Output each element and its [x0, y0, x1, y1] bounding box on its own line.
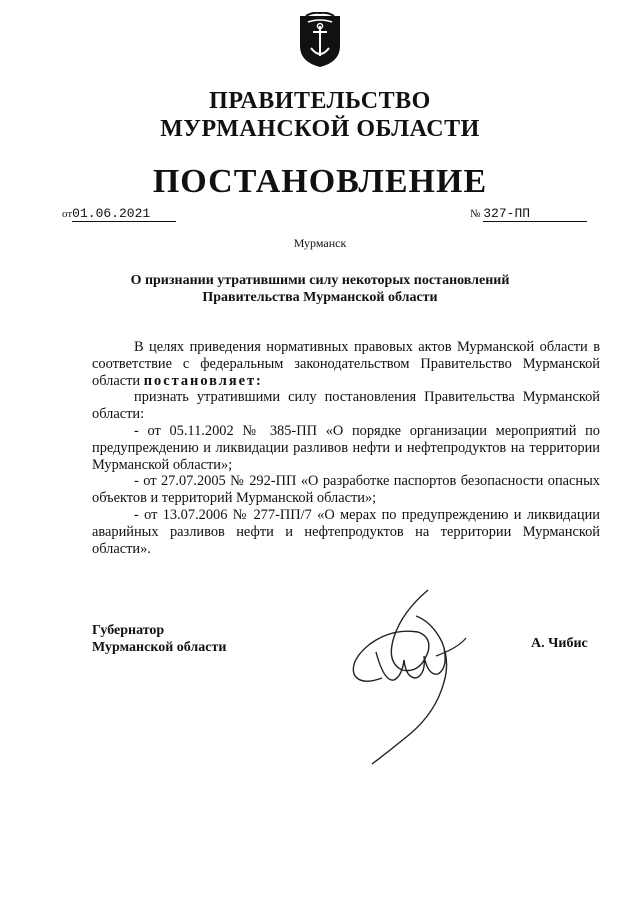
date-value: 01.06.2021: [72, 206, 176, 222]
date-field: [62, 206, 176, 222]
number-value: 327-ПП: [483, 206, 587, 222]
handwritten-signature: [332, 582, 482, 772]
signatory-title: [92, 622, 226, 656]
subject-line-2: Правительства Мурманской области: [202, 290, 438, 305]
clause-paragraph: признать утратившими силу постановления Правительства Мурманской области:: [92, 389, 600, 423]
list-item: - от 13.07.2006 № 277-ПП/7 «О мерах по предупреждению и ликвидации аварийных разливов нефти и нефтепродуктов на территории Мурманской области».: [92, 506, 600, 557]
signatory-title-line-2: Мурманской области: [92, 640, 227, 655]
date-prefix: от: [62, 208, 73, 220]
resolves-word: постановляет:: [143, 372, 263, 389]
city: Мурманск: [293, 236, 347, 250]
intro-text: В целях приведения нормативных правовых актов Мурманской области в соответствие с федеральным законодательством Правительство Мурманской области: [92, 339, 600, 389]
list-item: - от 27.07.2005 № 292-ПП «О разработке паспортов безопасности опасных объектов и территорий Мурманской области»;: [92, 473, 600, 507]
government-title: ПРАВИТЕЛЬСТВО: [209, 88, 431, 114]
intro-paragraph: [92, 339, 600, 389]
coat-of-arms-icon: [298, 12, 342, 68]
document-body: [92, 339, 600, 557]
subject-line-1: О признании утратившими силу некоторых постановлений: [130, 273, 510, 288]
document-subject: [0, 272, 640, 306]
document-type: ПОСТАНОВЛЕНИЕ: [152, 163, 488, 200]
region-title: МУРМАНСКОЙ ОБЛАСТИ: [160, 116, 480, 142]
number-field: [470, 206, 587, 222]
list-item: - от 05.11.2002 № 385-ПП «О порядке организации мероприятий по предупреждению и ликвидации разливов нефти и нефтепродуктов на территории Мурманской области»;: [92, 422, 600, 473]
signatory-title-line-1: Губернатор: [92, 623, 165, 638]
signatory-name: А. Чибис: [531, 636, 588, 651]
number-prefix: №: [470, 208, 481, 220]
